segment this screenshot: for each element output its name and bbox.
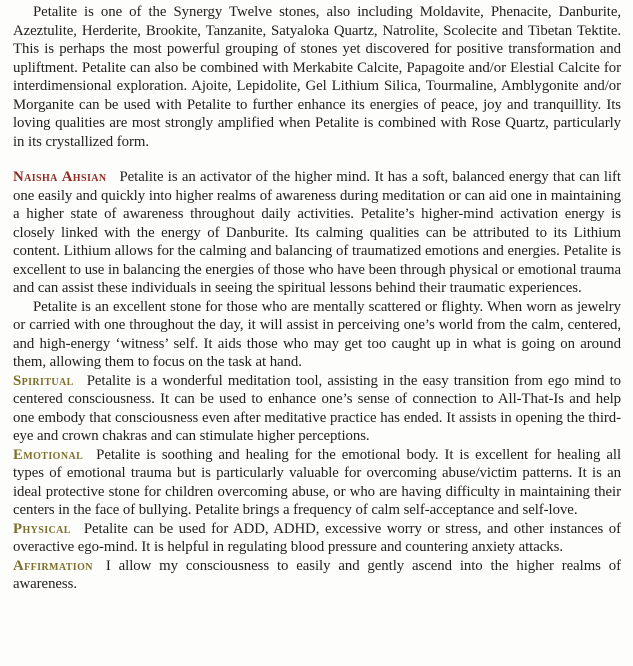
heading-emotional: Emotional [13,446,84,463]
paragraph-spiritual-text: Petalite is a wonderful meditation tool, assisting in the easy transition from ego mind to centered consciousness. It can be used to enhance one’s sense of connection to All-That-Is and help one embody that consciousness even after meditative practice has ended. It assists in opening the third-eye and crown chakras and can stimulate higher perceptions. [13,372,621,444]
paragraph-physical [13,520,621,557]
paragraph-affirmation-text: I allow my consciousness to easily and gently ascend into the higher realms of awareness. [13,557,621,592]
paragraph-naisha-ahsian-text: Petalite is an activator of the higher mind. It has a soft, balanced energy that can lift one easily and quickly into higher realms of awareness during meditation or can aid one in maintaining a higher state of awareness throughout daily activities. Petalite’s higher-mind activation energy is closely linked with the energy of Danburite. Its calming qualities can be attributed to its Lithium content. Lithium allows for the calming and balancing of traumatized emotions and energies. Petalite is excellent to use in balancing the energies of those who have been through physical or emotional trauma and can assist these individuals in seeing the spiritual lessons behind their traumatic experiences. [13,169,621,296]
paragraph-emotional [13,446,621,520]
paragraph-emotional-text: Petalite is soothing and healing for the emotional body. It is excellent for healing all types of emotional trauma but is particularly valuable for overcoming abuse/victim patterns. It is an ideal protective stone for children overcoming abuse, or who are having difficulty in maintaining their centers in the face of bullying. Petalite brings a frequency of calm self-acceptance and self-love. [13,446,621,518]
paragraph-physical-text: Petalite can be used for ADD, ADHD, excessive worry or stress, and other instances of overactive ego-mind. It is helpful in regulating blood pressure and countering anxiety attacks. [13,520,621,555]
heading-naisha-ahsian: Naisha Ahsian [13,169,107,185]
paragraph-witness-self: Petalite is an excellent stone for those who are mentally scattered or flighty. When worn as jewelry or carried with one throughout the day, it will assist in perceiving one’s world from the calm, centered, and high-energy ‘witness’ self. It aids those who may get too caught up in what is going on around them, allowing them to focus on the task at hand. [13,298,621,370]
heading-spiritual: Spiritual [13,372,74,389]
heading-physical: Physical [13,520,71,537]
paragraph-naisha-ahsian [13,168,621,298]
paragraph-synergy-twelve: Petalite is one of the Synergy Twelve stones, also including Moldavite, Phenacite, Danburite, Azeztulite, Herderite, Brookite, Tanzanite, Satyaloka Quartz, Natrolite, Scolecite and Tibetan Tektite. This is perhaps the most powerful grouping of stones yet discovered for positive transformation and upliftment. Petalite can also be combined with Merkabite Calcite, Papagoite and/or Elestial Calcite for interdimensional exploration. Ajoite, Lepidolite, Gel Lithium Silica, Tourmaline, Amblygonite and/or Morganite can be used with Petalite to further enhance its energies of peace, joy and tranquillity. Its loving qualities are most strongly amplified when Petalite is combined with Rose Quartz, particularly in its crystallized form. [13,4,621,150]
paragraph-spiritual [13,372,621,446]
paragraph-affirmation [13,557,621,594]
heading-affirmation: Affirmation [13,557,93,574]
